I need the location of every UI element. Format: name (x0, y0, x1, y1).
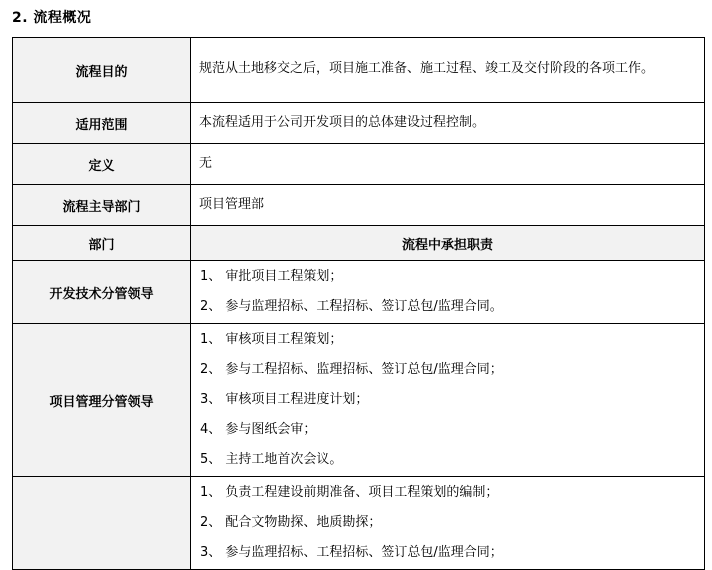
dept-name-project-mgmt-leader: 项目管理分管领导 (13, 324, 191, 477)
dept-name-project-mgmt-dept (13, 477, 191, 570)
column-header-department: 部门 (13, 226, 191, 261)
row-value-scope: 本流程适用于公司开发项目的总体建设过程控制。 (191, 103, 705, 144)
dept-duties-project-mgmt-dept (191, 477, 705, 570)
duty-item: 4、 参与图纸会审； (200, 422, 317, 437)
row-label-lead-dept: 流程主导部门 (13, 185, 191, 226)
section-heading: 2. 流程概况 (12, 10, 92, 26)
table-row (13, 144, 705, 185)
row-value-lead-dept: 项目管理部 (191, 185, 705, 226)
duty-item: 3、 参与监理招标、工程招标、签订总包/监理合同； (200, 545, 503, 560)
row-value-definition: 无 (191, 144, 705, 185)
table-row (13, 477, 705, 570)
dept-name-dev-tech-leader: 开发技术分管领导 (13, 261, 191, 324)
table-header-row (13, 226, 705, 261)
process-overview-table (12, 37, 705, 570)
dept-duties-project-mgmt-leader (191, 324, 705, 477)
table-row (13, 38, 705, 103)
row-label-scope: 适用范围 (13, 103, 191, 144)
duty-item: 1、 审批项目工程策划； (200, 269, 343, 284)
row-label-purpose: 流程目的 (13, 38, 191, 103)
duty-item: 2、 参与监理招标、工程招标、签订总包/监理合同。 (200, 299, 503, 314)
duty-item: 3、 审核项目工程进度计划； (200, 392, 369, 407)
table-row (13, 103, 705, 144)
row-label-definition: 定义 (13, 144, 191, 185)
table-row (13, 185, 705, 226)
table-row (13, 261, 705, 324)
duty-item: 5、 主持工地首次会议。 (200, 452, 343, 467)
row-value-purpose: 规范从土地移交之后，项目施工准备、施工过程、竣工及交付阶段的各项工作。 (191, 38, 705, 103)
table-row (13, 324, 705, 477)
duty-item: 2、 配合文物勘探、地质勘探； (200, 515, 382, 530)
dept-duties-dev-tech-leader (191, 261, 705, 324)
duty-item: 2、 参与工程招标、监理招标、签订总包/监理合同； (200, 362, 503, 377)
duty-item: 1、 审核项目工程策划； (200, 332, 343, 347)
duty-item: 1、 负责工程建设前期准备、项目工程策划的编制； (200, 485, 499, 500)
column-header-duties: 流程中承担职责 (191, 226, 705, 261)
